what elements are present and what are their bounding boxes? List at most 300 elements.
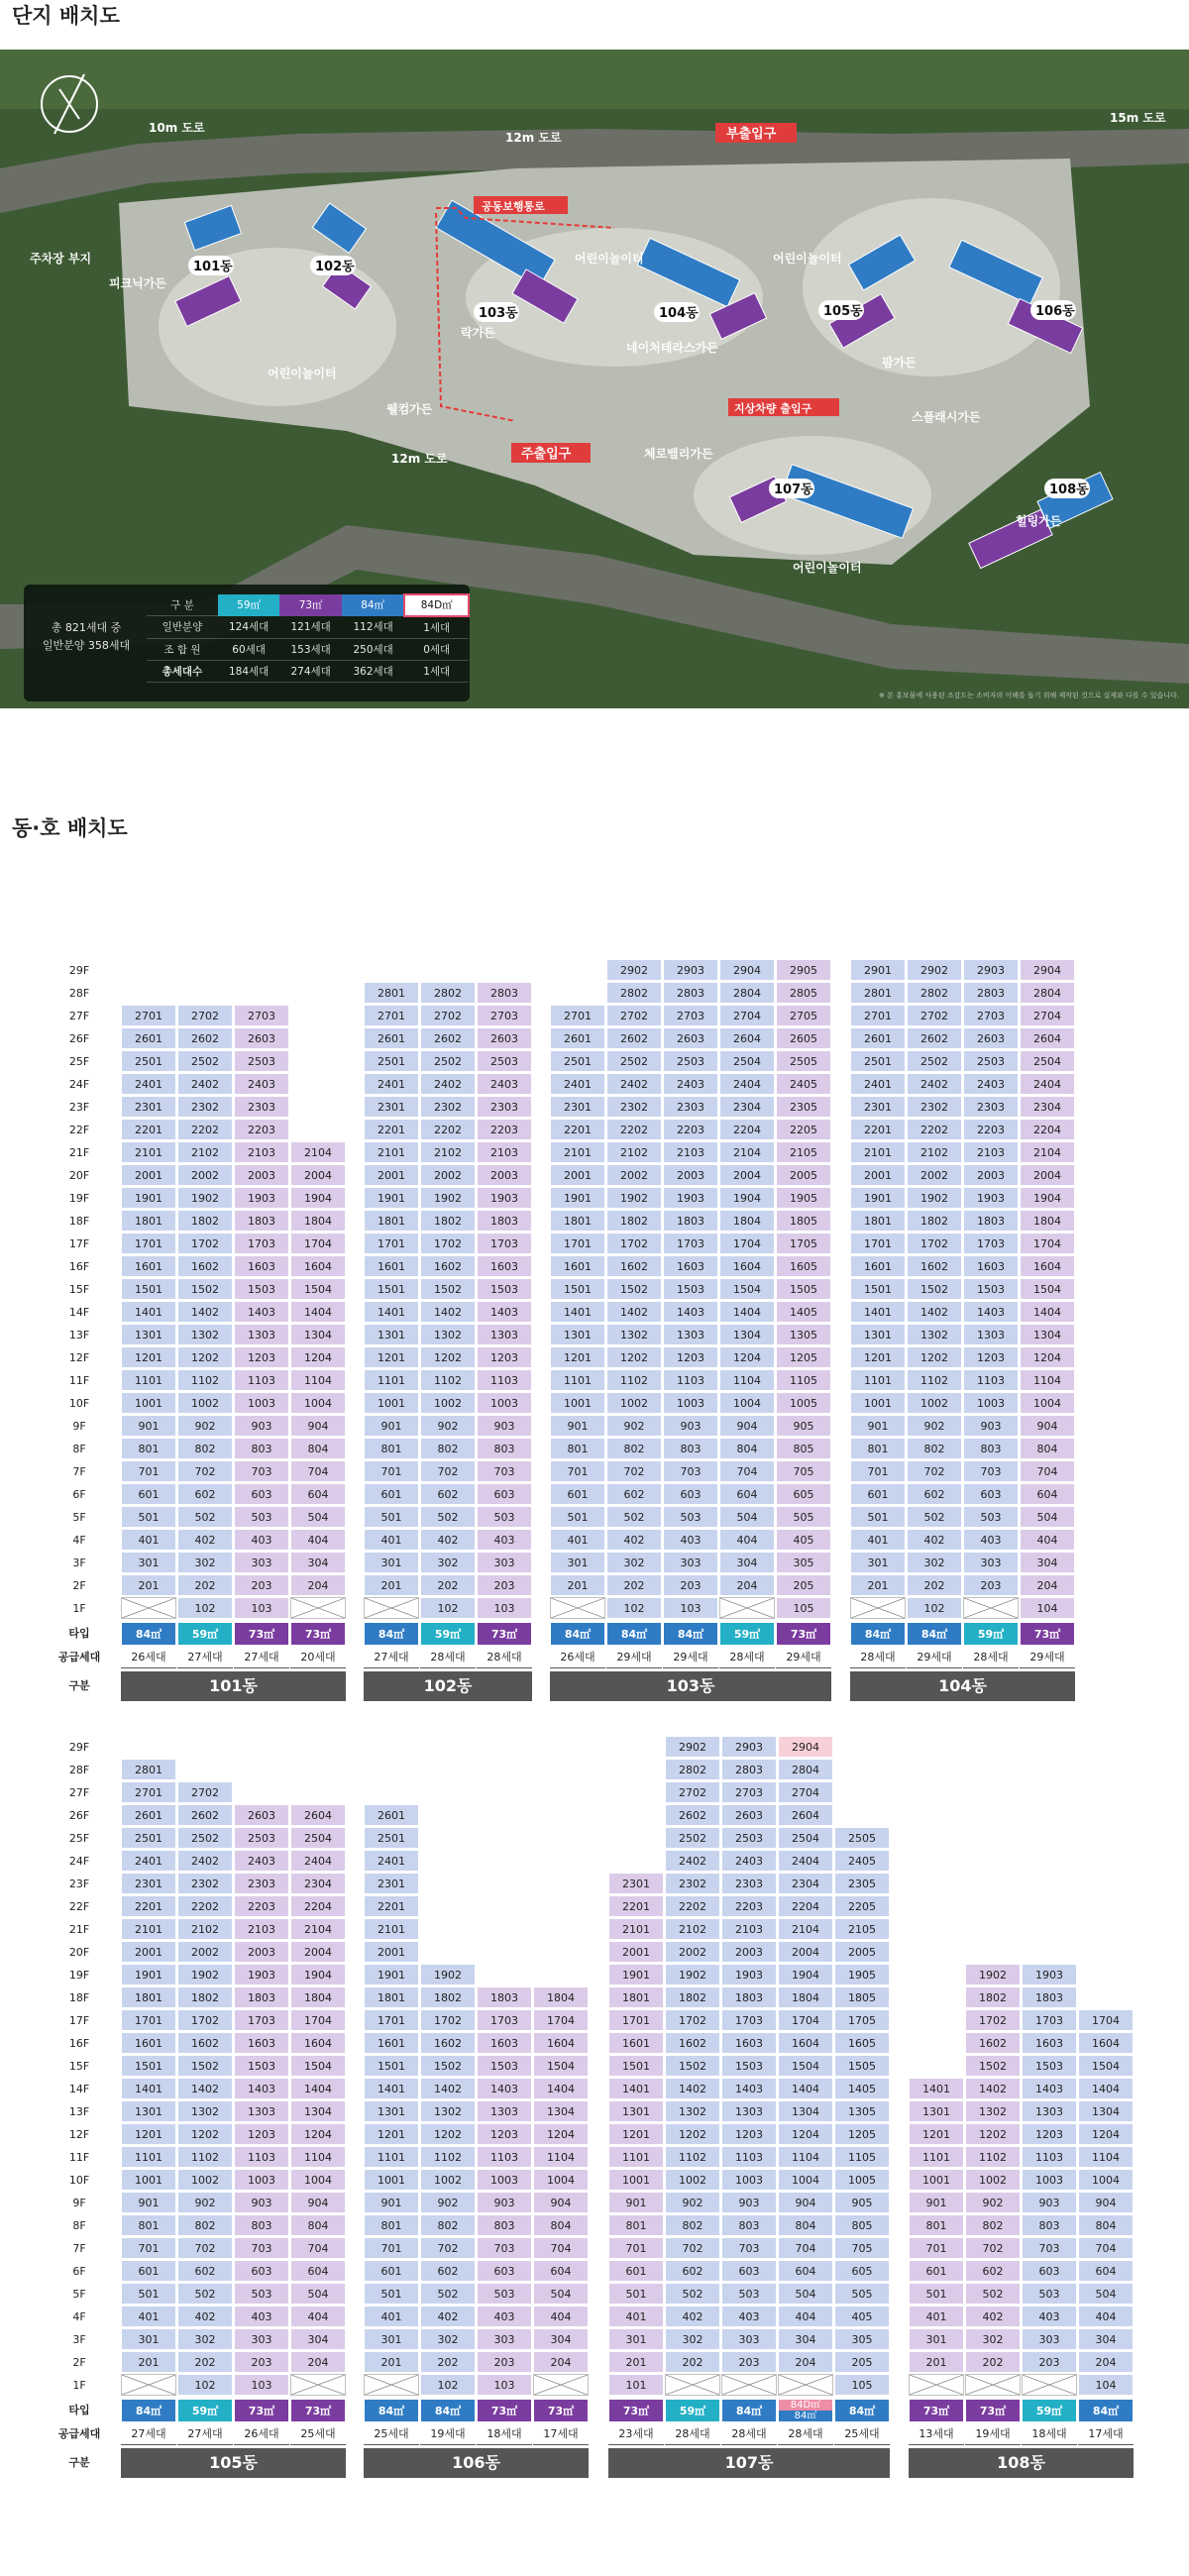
unit-cell: 503 [234,1506,289,1528]
unit-cell: 705 [776,1460,831,1482]
unit-cell: 805 [776,1438,831,1459]
unit-cell: 2103 [234,1918,289,1940]
unit-cell: 2601 [121,1027,176,1049]
unit-cell: 903 [963,1415,1019,1437]
unit-cell: 2303 [234,1096,289,1118]
unit-cell: 1801 [364,1986,419,2008]
unit-cell: 605 [834,2260,890,2282]
unit-cell: 1503 [663,1278,718,1300]
unit-cell: 1104 [290,1369,346,1391]
unit-cell: 1503 [1022,2055,1077,2077]
supply-cell: 26세대 [550,1647,605,1668]
unit-cell: 1404 [778,2078,833,2099]
empty-unit [364,2374,419,2396]
unit-cell: 1403 [234,2078,289,2099]
unit-cell: 2602 [420,1027,476,1049]
unit-cell: 1005 [776,1392,831,1414]
unit-cell: 1401 [550,1301,605,1323]
unit-cell: 1605 [834,2032,890,2054]
unit-cell: 2604 [290,1804,346,1826]
unit-cell: 1203 [721,2123,777,2145]
unit-cell: 2501 [550,1050,605,1072]
unit-cell: 1804 [290,1210,346,1232]
building-bar: 105동 [121,2448,346,2478]
division-row-label: 구분 [68,2456,90,2469]
unit-cell: 2804 [1020,982,1075,1004]
unit-cell: 202 [177,1574,233,1596]
unit-cell: 2202 [606,1119,662,1140]
type-cell: 59㎡ [1022,2399,1077,2422]
unit-cell: 205 [776,1574,831,1596]
unit-cell: 1402 [420,1301,476,1323]
floor-label: 10F [68,1397,90,1410]
legend-cell: 124세대 [218,616,280,639]
unit-cell: 1603 [234,2032,289,2054]
unit-cell: 405 [776,1529,831,1551]
unit-cell: 101 [608,2374,664,2396]
unit-cell: 1403 [234,1301,289,1323]
type-cell: 59㎡ [719,1622,775,1646]
unit-cell: 2903 [963,959,1019,981]
floor-label: 23F [68,1878,90,1890]
unit-cell: 1301 [121,1324,176,1345]
unit-cell: 302 [420,1552,476,1573]
floor-label: 16F [68,1260,90,1273]
unit-cell: 604 [290,1483,346,1505]
unit-cell: 1501 [550,1278,605,1300]
unit-cell: 501 [608,2283,664,2305]
unit-cell: 2302 [665,1873,720,1894]
unit-cell: 1202 [420,2123,476,2145]
unit-cell: 601 [608,2260,664,2282]
unit-cell: 604 [778,2260,833,2282]
supply-cell: 18세대 [477,2423,532,2445]
unit-cell: 902 [965,2192,1021,2213]
unit-cell: 804 [1078,2214,1134,2236]
type-cell: 84㎡ [420,2399,476,2422]
legend-cell: 153세대 [279,638,342,660]
unit-cell: 1604 [290,2032,346,2054]
type-cell: 73㎡ [234,1622,289,1646]
unit-cell: 2303 [663,1096,718,1118]
unit-cell: 1902 [420,1187,476,1209]
unit-cell: 2502 [606,1050,662,1072]
unit-cell: 1702 [606,1233,662,1254]
unit-cell: 603 [477,2260,532,2282]
unit-cell: 1104 [290,2146,346,2168]
unit-cell: 1302 [907,1324,962,1345]
unit-cell: 2304 [290,1873,346,1894]
unit-cell: 1302 [965,2100,1021,2122]
type-cell: 73㎡ [533,2399,589,2422]
empty-unit [778,2374,833,2396]
garden-label-1: 주차장 부지 [30,252,92,266]
unit-cell: 301 [909,2328,964,2350]
unit-cell: 302 [907,1552,962,1573]
floor-label: 13F [68,2105,90,2118]
unit-cell: 2501 [850,1050,906,1072]
unit-cell: 2701 [550,1005,605,1026]
unit-cell: 1504 [290,1278,346,1300]
unit-cell: 401 [550,1529,605,1551]
building-bar: 104동 [850,1671,1075,1701]
unit-cell: 201 [121,2351,176,2373]
unit-cell: 401 [364,1529,419,1551]
unit-cell: 2304 [778,1873,833,1894]
type-84d: 84D㎡ [779,2400,832,2411]
floor-label: 19F [68,1969,90,1982]
unit-cell: 1201 [121,2123,176,2145]
unit-cell: 1302 [420,2100,476,2122]
unit-cell: 504 [778,2283,833,2305]
unit-cell: 1805 [834,1986,890,2008]
floor-label: 14F [68,2083,90,2095]
unit-grid-top [0,959,1189,1712]
unit-cell: 1101 [364,2146,419,2168]
unit-cell: 704 [719,1460,775,1482]
empty-unit [850,1597,906,1619]
unit-cell: 303 [234,2328,289,2350]
unit-cell: 401 [850,1529,906,1551]
floor-label: 5F [72,2288,86,2301]
unit-cell: 1002 [177,1392,233,1414]
unit-cell: 2302 [420,1096,476,1118]
unit-cell: 403 [477,2306,532,2327]
empty-unit [364,1597,419,1619]
unit-cell: 504 [290,2283,346,2305]
unit-cell: 905 [834,2192,890,2213]
unit-cell: 402 [907,1529,962,1551]
floor-label: 4F [72,1534,86,1547]
unit-cell: 1301 [550,1324,605,1345]
unit-cell: 2401 [364,1850,419,1872]
unit-cell: 201 [121,1574,176,1596]
unit-cell: 1105 [776,1369,831,1391]
building-bar: 103동 [550,1671,831,1701]
unit-cell: 305 [776,1552,831,1573]
unit-cell: 1201 [850,1346,906,1368]
unit-cell: 1804 [778,1986,833,2008]
unit-cell: 1802 [420,1210,476,1232]
unit-cell: 1403 [477,1301,532,1323]
unit-cell: 2603 [234,1804,289,1826]
unit-cell: 1305 [834,2100,890,2122]
unit-cell: 2702 [665,1781,720,1803]
unit-cell: 1003 [234,2169,289,2191]
supply-cell: 28세대 [719,1647,775,1668]
unit-cell: 1803 [234,1210,289,1232]
type-cell: 84㎡ [364,1622,419,1646]
unit-cell: 1303 [1022,2100,1077,2122]
unit-cell: 2202 [907,1119,962,1140]
unit-cell: 1205 [776,1346,831,1368]
unit-cell: 2101 [550,1141,605,1163]
unit-cell: 403 [721,2306,777,2327]
unit-cell: 404 [719,1529,775,1551]
unit-cell: 2602 [907,1027,962,1049]
unit-cell: 1201 [909,2123,964,2145]
building-102-label: 102동 [315,260,355,274]
unit-cell: 1104 [1078,2146,1134,2168]
unit-cell: 1404 [290,1301,346,1323]
unit-cell: 1703 [1022,2009,1077,2031]
unit-cell: 901 [364,2192,419,2213]
site-plan-note: ※ 본 홍보물에 사용된 조감도는 소비자의 이해를 돕기 위해 제작된 것으로 실제와 다를 수 있습니다. [879,692,1179,699]
unit-cell: 2001 [364,1164,419,1186]
unit-cell: 1503 [963,1278,1019,1300]
unit-cell: 2302 [177,1096,233,1118]
type-cell: 59㎡ [177,2399,233,2422]
floor-label: 8F [72,2219,86,2232]
unit-cell: 1501 [850,1278,906,1300]
building-108-label: 108동 [1049,483,1089,497]
unit-cell: 903 [663,1415,718,1437]
unit-cell: 2603 [477,1027,532,1049]
unit-cell: 1502 [420,2055,476,2077]
unit-cell: 801 [850,1438,906,1459]
unit-cell: 1401 [364,2078,419,2099]
unit-cell: 2301 [550,1096,605,1118]
unit-cell: 601 [850,1483,906,1505]
unit-cell: 1804 [1020,1210,1075,1232]
unit-cell: 2702 [177,1005,233,1026]
unit-cell: 305 [834,2328,890,2350]
unit-cell: 2101 [364,1141,419,1163]
unit-cell: 902 [606,1415,662,1437]
unit-cell: 501 [364,2283,419,2305]
unit-cell: 1603 [477,1255,532,1277]
unit-cell: 2801 [364,982,419,1004]
unit-cell: 2803 [963,982,1019,1004]
unit-cell: 1504 [533,2055,589,2077]
unit-cell: 1602 [907,1255,962,1277]
floor-label: 20F [68,1169,90,1182]
unit-cell: 804 [1020,1438,1075,1459]
floor-label: 20F [68,1946,90,1959]
supply-cell: 19세대 [965,2423,1021,2445]
unit-cell: 1801 [121,1986,176,2008]
unit-cell: 1001 [121,1392,176,1414]
unit-cell: 1501 [121,1278,176,1300]
unit-cell: 2502 [177,1827,233,1849]
legend-header-59: 59㎡ [218,594,280,616]
unit-cell: 2401 [850,1073,906,1095]
unit-cell: 2303 [963,1096,1019,1118]
unit-cell: 2602 [665,1804,720,1826]
garden-label-6: 어린이놀이터 [575,252,644,266]
unit-cell: 1702 [665,2009,720,2031]
unit-cell: 1903 [234,1964,289,1986]
unit-cell: 1003 [477,2169,532,2191]
floor-label: 7F [72,2242,86,2255]
type-cell: 84㎡ [550,1622,605,1646]
unit-cell: 2602 [606,1027,662,1049]
empty-unit [290,2374,346,2396]
supply-cell: 28세대 [420,1647,476,1668]
floor-label: 18F [68,1991,90,2004]
unit-cell: 1302 [665,2100,720,2122]
unit-cell: 502 [907,1506,962,1528]
unit-cell: 1303 [663,1324,718,1345]
unit-cell: 903 [721,2192,777,2213]
unit-cell: 803 [477,1438,532,1459]
unit-cell: 1204 [1020,1346,1075,1368]
unit-cell: 2601 [364,1804,419,1826]
unit-cell: 2402 [665,1850,720,1872]
unit-cell: 1302 [177,1324,233,1345]
unit-cell: 203 [963,1574,1019,1596]
unit-cell: 602 [420,2260,476,2282]
unit-cell: 303 [477,1552,532,1573]
unit-cell: 2303 [477,1096,532,1118]
unit-cell: 2503 [234,1050,289,1072]
unit-cell: 1405 [834,2078,890,2099]
floor-label: 12F [68,2128,90,2141]
supply-cell: 28세대 [665,2423,720,2445]
unit-cell: 2901 [850,959,906,981]
floor-label: 15F [68,1283,90,1296]
unit-cell: 1603 [721,2032,777,2054]
unit-cell: 501 [121,1506,176,1528]
unit-cell: 2803 [477,982,532,1004]
unit-cell: 403 [477,1529,532,1551]
unit-cell: 601 [909,2260,964,2282]
type-row-label: 타입 [68,1627,90,1640]
floor-label: 19F [68,1192,90,1205]
unit-cell: 304 [290,1552,346,1573]
unit-cell: 2701 [121,1781,176,1803]
building-107-label: 107동 [774,483,813,497]
unit-cell: 202 [177,2351,233,2373]
unit-cell: 2201 [608,1895,664,1917]
unit-cell: 2802 [907,982,962,1004]
unit-cell: 2603 [234,1027,289,1049]
unit-cell: 603 [234,1483,289,1505]
unit-cell: 704 [290,2237,346,2259]
unit-cell: 403 [234,2306,289,2327]
unit-cell: 903 [234,2192,289,2213]
unit-cell: 1505 [834,2055,890,2077]
unit-cell: 2604 [1020,1027,1075,1049]
unit-cell: 1801 [850,1210,906,1232]
unit-cell: 703 [234,1460,289,1482]
unit-cell: 2902 [665,1736,720,1758]
unit-cell: 602 [665,2260,720,2282]
unit-cell: 1803 [963,1210,1019,1232]
unit-cell: 2203 [721,1895,777,1917]
unit-cell: 2703 [234,1005,289,1026]
unit-cell: 1704 [1078,2009,1134,2031]
supply-cell: 17세대 [533,2423,589,2445]
unit-cell: 2403 [234,1073,289,1095]
unit-cell: 701 [364,1460,419,1482]
unit-cell: 802 [177,2214,233,2236]
floor-label: 12F [68,1351,90,1364]
supply-cell: 29세대 [1020,1647,1075,1668]
unit-cell: 402 [420,1529,476,1551]
unit-cell: 901 [850,1415,906,1437]
unit-cell: 701 [608,2237,664,2259]
unit-cell: 702 [965,2237,1021,2259]
unit-cell: 2802 [606,982,662,1004]
unit-cell: 1605 [776,1255,831,1277]
unit-cell: 304 [290,2328,346,2350]
unit-cell: 1701 [608,2009,664,2031]
unit-cell: 1304 [290,2100,346,2122]
supply-cell: 27세대 [234,1647,289,1668]
unit-cell: 2701 [850,1005,906,1026]
unit-cell: 2103 [721,1918,777,1940]
type-cell: 73㎡ [234,2399,289,2422]
unit-cell: 602 [965,2260,1021,2282]
unit-cell: 2401 [121,1073,176,1095]
building-bar: 107동 [608,2448,890,2478]
supply-cell: 25세대 [364,2423,419,2445]
sub-gate-label: 부출입구 [726,127,777,142]
unit-cell: 2602 [177,1804,233,1826]
unit-cell: 1101 [550,1369,605,1391]
unit-cell: 805 [834,2214,890,2236]
unit-cell: 2504 [778,1827,833,1849]
unit-cell: 1102 [420,2146,476,2168]
building-bar: 102동 [364,1671,532,1701]
unit-cell: 2203 [963,1119,1019,1140]
type-cell: 84㎡ [1078,2399,1134,2422]
unit-cell: 204 [719,1574,775,1596]
unit-cell: 1903 [721,1964,777,1986]
unit-cell: 103 [234,1597,289,1619]
unit-cell: 2902 [606,959,662,981]
unit-cell: 304 [533,2328,589,2350]
unit-cell: 1402 [177,2078,233,2099]
unit-cell: 904 [290,2192,346,2213]
unit-cell: 1401 [121,2078,176,2099]
legend-cell: 362세대 [342,660,404,682]
unit-cell: 902 [177,2192,233,2213]
unit-cell: 2605 [776,1027,831,1049]
unit-cell: 1503 [477,1278,532,1300]
unit-cell: 1003 [477,1392,532,1414]
unit-cell: 1203 [1022,2123,1077,2145]
unit-cell: 1202 [177,1346,233,1368]
unit-cell: 1604 [1020,1255,1075,1277]
unit-cell: 2602 [177,1027,233,1049]
unit-cell: 802 [907,1438,962,1459]
unit-cell: 1803 [477,1986,532,2008]
unit-cell: 1701 [364,1233,419,1254]
unit-cell: 2003 [477,1164,532,1186]
unit-cell: 801 [608,2214,664,2236]
unit-cell: 402 [965,2306,1021,2327]
unit-cell: 2904 [719,959,775,981]
unit-cell: 1902 [177,1187,233,1209]
unit-cell: 103 [234,2374,289,2396]
unit-cell: 303 [1022,2328,1077,2350]
unit-cell: 1401 [909,2078,964,2099]
unit-cell: 2503 [234,1827,289,1849]
unit-cell: 501 [121,2283,176,2305]
unit-cell: 2902 [907,959,962,981]
unit-cell: 603 [963,1483,1019,1505]
empty-unit [965,2374,1021,2396]
supply-cell: 28세대 [477,1647,532,1668]
unit-cell: 302 [965,2328,1021,2350]
unit-cell: 1604 [719,1255,775,1277]
unit-cell: 1303 [234,2100,289,2122]
unit-cell: 2504 [290,1827,346,1849]
supply-cell: 28세대 [778,2423,833,2445]
unit-cell: 705 [834,2237,890,2259]
